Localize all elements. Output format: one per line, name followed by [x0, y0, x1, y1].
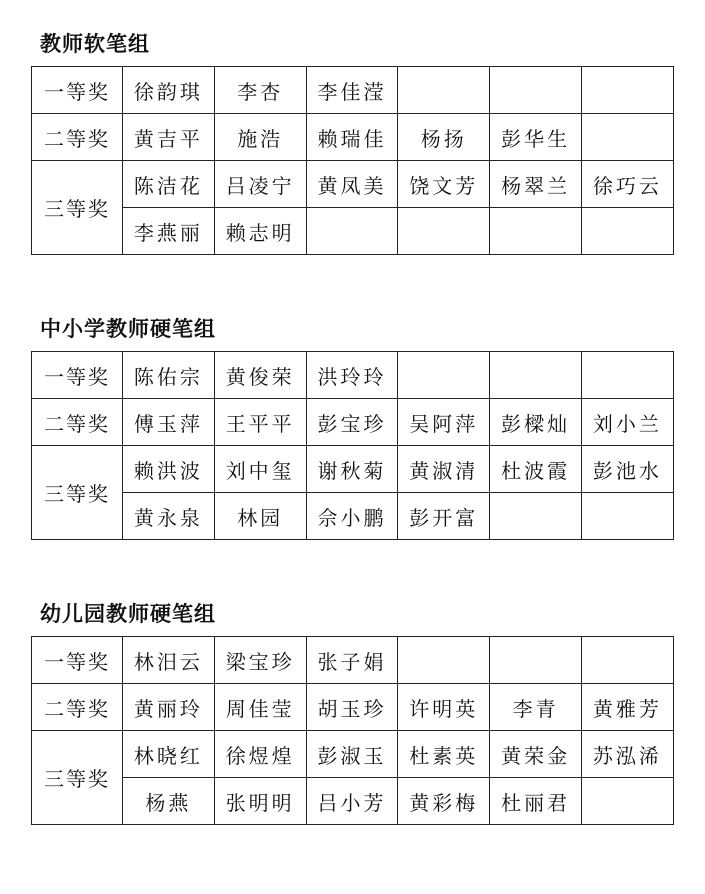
section-title: 幼儿园教师硬笔组: [40, 602, 216, 626]
winner-name: [490, 208, 582, 255]
winner-name: 李青: [490, 684, 582, 731]
winner-name: 吴阿萍: [398, 399, 490, 446]
winner-name: 施浩: [214, 114, 306, 161]
third-prize-row: [32, 493, 674, 540]
second-prize-row: [32, 684, 674, 731]
winner-name: 彭淑玉: [306, 731, 398, 778]
winner-name: 赖瑞佳: [306, 114, 398, 161]
winner-name: 王平平: [214, 399, 306, 446]
winner-name: 佘小鹏: [306, 493, 398, 540]
winner-name: 彭樑灿: [490, 399, 582, 446]
winner-name: [581, 778, 673, 825]
winner-name: 彭宝珍: [306, 399, 398, 446]
winner-name: 彭开富: [398, 493, 490, 540]
winner-name: [581, 493, 673, 540]
winner-name: 黄永泉: [123, 493, 215, 540]
third-prize-row: [32, 446, 674, 493]
winner-name: 许明英: [398, 684, 490, 731]
third-prize-row: [32, 208, 674, 255]
award-table: [31, 636, 674, 825]
winner-name: 杜素英: [398, 731, 490, 778]
first-prize-row: [32, 67, 674, 114]
third-prize-row: [32, 778, 674, 825]
winner-name: 张子娟: [306, 637, 398, 684]
winner-name: [490, 67, 582, 114]
winner-name: [581, 114, 673, 161]
winner-name: 洪玲玲: [306, 352, 398, 399]
winner-name: 杨翠兰: [490, 161, 582, 208]
winner-name: [581, 208, 673, 255]
first-prize-row: [32, 352, 674, 399]
prize-label: 三等奖: [32, 731, 123, 825]
winner-name: [490, 493, 582, 540]
winner-name: 张明明: [214, 778, 306, 825]
prize-label: 二等奖: [32, 684, 123, 731]
winner-name: [581, 67, 673, 114]
winner-name: 傅玉萍: [123, 399, 215, 446]
winner-name: 徐韵琪: [123, 67, 215, 114]
winner-name: 刘中玺: [214, 446, 306, 493]
winner-name: 李佳滢: [306, 67, 398, 114]
winner-name: 黄彩梅: [398, 778, 490, 825]
winner-name: [398, 208, 490, 255]
winner-name: 陈佑宗: [123, 352, 215, 399]
winner-name: 杜丽君: [490, 778, 582, 825]
prize-label: 三等奖: [32, 161, 123, 255]
winner-name: 彭池水: [581, 446, 673, 493]
winner-name: 林晓红: [123, 731, 215, 778]
third-prize-row: [32, 731, 674, 778]
first-prize-row: [32, 637, 674, 684]
winner-name: [398, 637, 490, 684]
winner-name: 陈洁花: [123, 161, 215, 208]
winner-name: 吕凌宁: [214, 161, 306, 208]
winner-name: 梁宝珍: [214, 637, 306, 684]
winner-name: 苏泓浠: [581, 731, 673, 778]
prize-label: 一等奖: [32, 352, 123, 399]
winner-name: 徐巧云: [581, 161, 673, 208]
winner-name: 黄俊荣: [214, 352, 306, 399]
prize-label: 二等奖: [32, 399, 123, 446]
winner-name: 林汨云: [123, 637, 215, 684]
winner-name: 李燕丽: [123, 208, 215, 255]
winner-name: [398, 352, 490, 399]
award-table: [31, 66, 674, 255]
winner-name: 胡玉珍: [306, 684, 398, 731]
award-table: [31, 351, 674, 540]
winner-name: 李杏: [214, 67, 306, 114]
winner-name: 刘小兰: [581, 399, 673, 446]
winner-name: 黄吉平: [123, 114, 215, 161]
winner-name: 饶文芳: [398, 161, 490, 208]
winner-name: 黄淑清: [398, 446, 490, 493]
winner-name: 杨燕: [123, 778, 215, 825]
winner-name: 吕小芳: [306, 778, 398, 825]
prize-label: 三等奖: [32, 446, 123, 540]
winner-name: 林园: [214, 493, 306, 540]
winner-name: 谢秋菊: [306, 446, 398, 493]
prize-label: 一等奖: [32, 637, 123, 684]
winner-name: 彭华生: [490, 114, 582, 161]
prize-label: 二等奖: [32, 114, 123, 161]
section-title: 中小学教师硬笔组: [40, 317, 216, 341]
winner-name: 杨扬: [398, 114, 490, 161]
winner-name: 赖洪波: [123, 446, 215, 493]
winner-name: 黄丽玲: [123, 684, 215, 731]
prize-label: 一等奖: [32, 67, 123, 114]
winner-name: [490, 637, 582, 684]
winner-name: 周佳莹: [214, 684, 306, 731]
second-prize-row: [32, 399, 674, 446]
winner-name: 杜波霞: [490, 446, 582, 493]
winner-name: 黄凤美: [306, 161, 398, 208]
winner-name: 黄雅芳: [581, 684, 673, 731]
second-prize-row: [32, 114, 674, 161]
section-title: 教师软笔组: [40, 32, 150, 56]
third-prize-row: [32, 161, 674, 208]
winner-name: 徐煜煌: [214, 731, 306, 778]
winner-name: [306, 208, 398, 255]
winner-name: [398, 67, 490, 114]
winner-name: [581, 352, 673, 399]
winner-name: 赖志明: [214, 208, 306, 255]
winner-name: 黄荣金: [490, 731, 582, 778]
winner-name: [581, 637, 673, 684]
winner-name: [490, 352, 582, 399]
